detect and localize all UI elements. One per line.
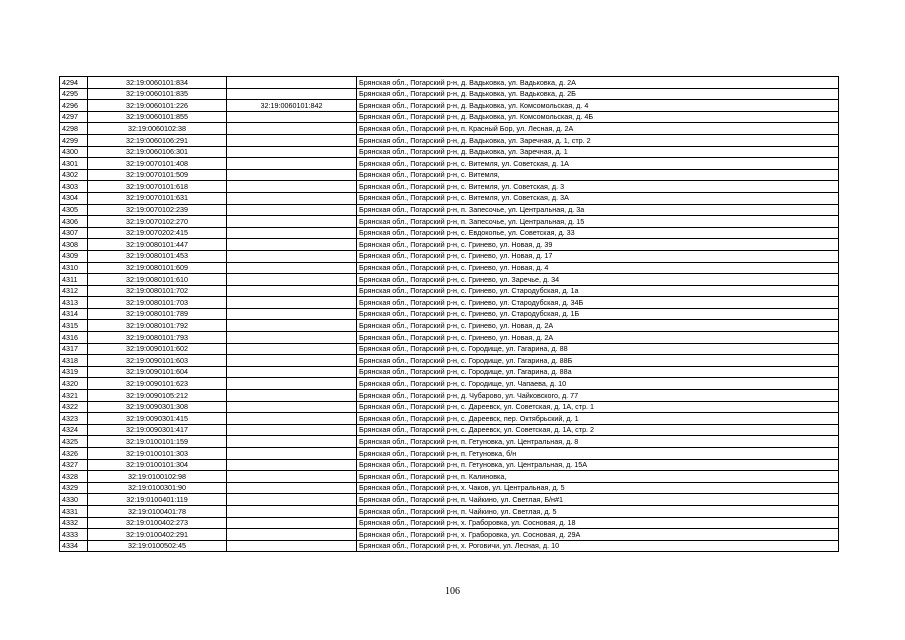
row-number-cell: 4298 [60, 123, 88, 135]
related-cadastral-number-cell [227, 448, 357, 460]
cadastral-number-cell: 32:19:0100101:303 [88, 448, 227, 460]
row-number-cell: 4313 [60, 297, 88, 309]
related-cadastral-number-cell [227, 192, 357, 204]
row-number-cell: 4329 [60, 482, 88, 494]
table-row [60, 123, 839, 135]
related-cadastral-number-cell [227, 77, 357, 89]
cadastral-number-cell: 32:19:0090301:415 [88, 413, 227, 425]
table-row [60, 100, 839, 112]
cadastral-number-cell: 32:19:0080101:447 [88, 239, 227, 251]
address-cell: Брянская обл., Погарский р-н, д. Вадьковка, ул. Вадьковка, д. 2А [357, 77, 839, 89]
row-number-cell: 4296 [60, 100, 88, 112]
table-row [60, 390, 839, 402]
address-cell: Брянская обл., Погарский р-н, д. Вадьковка, ул. Комсомольская, д. 4Б [357, 111, 839, 123]
cadastral-number-cell: 32:19:0090101:604 [88, 366, 227, 378]
cadastral-number-cell: 32:19:0090105:212 [88, 390, 227, 402]
table-row [60, 77, 839, 89]
address-cell: Брянская обл., Погарский р-н, п. Запесочье, ул. Центральная, д. 3а [357, 204, 839, 216]
cadastral-number-cell: 32:19:0060102:38 [88, 123, 227, 135]
cadastral-number-cell: 32:19:0080101:793 [88, 332, 227, 344]
row-number-cell: 4312 [60, 285, 88, 297]
table-row [60, 169, 839, 181]
related-cadastral-number-cell [227, 227, 357, 239]
address-cell: Брянская обл., Погарский р-н, с. Витемля, ул. Советская, д. 1А [357, 158, 839, 170]
cadastral-number-cell: 32:19:0090101:603 [88, 355, 227, 367]
cadastral-number-cell: 32:19:0070101:509 [88, 169, 227, 181]
cadastral-number-cell: 32:19:0060101:226 [88, 100, 227, 112]
cadastral-number-cell: 32:19:0100402:273 [88, 517, 227, 529]
row-number-cell: 4295 [60, 88, 88, 100]
row-number-cell: 4300 [60, 146, 88, 158]
address-cell: Брянская обл., Погарский р-н, с. Гринево, ул. Стародубская, д. 34Б [357, 297, 839, 309]
address-cell: Брянская обл., Погарский р-н, с. Дареевск, ул. Советская, д. 1А, стр. 2 [357, 424, 839, 436]
row-number-cell: 4303 [60, 181, 88, 193]
cadastral-number-cell: 32:19:0070202:415 [88, 227, 227, 239]
table-row [60, 146, 839, 158]
address-cell: Брянская обл., Погарский р-н, с. Гринево, ул. Новая, д. 2А [357, 320, 839, 332]
address-cell: Брянская обл., Погарский р-н, с. Гринево, ул. Новая, д. 4 [357, 262, 839, 274]
address-cell: Брянская обл., Погарский р-н, с. Евдокопье, ул. Советская, д. 33 [357, 227, 839, 239]
address-cell: Брянская обл., Погарский р-н, с. Городище, ул. Гагарина, д. 88а [357, 366, 839, 378]
address-cell: Брянская обл., Погарский р-н, с. Городище, ул. Гагарина, д. 88 [357, 343, 839, 355]
row-number-cell: 4314 [60, 308, 88, 320]
cadastral-number-cell: 32:19:0100101:304 [88, 459, 227, 471]
table-row [60, 134, 839, 146]
address-cell: Брянская обл., Погарский р-н, с. Витемля, ул. Советская, д. 3А [357, 192, 839, 204]
table-row [60, 297, 839, 309]
address-cell: Брянская обл., Погарский р-н, п. Гетуновка, ул. Центральная, д. 8 [357, 436, 839, 448]
table-row [60, 505, 839, 517]
row-number-cell: 4330 [60, 494, 88, 506]
table-row [60, 239, 839, 251]
related-cadastral-number-cell [227, 413, 357, 425]
address-cell: Брянская обл., Погарский р-н, п. Гетуновка, ул. Центральная, д. 15А [357, 459, 839, 471]
related-cadastral-number-cell [227, 274, 357, 286]
address-cell: Брянская обл., Погарский р-н, п. Калиновка, [357, 471, 839, 483]
cadastral-number-cell: 32:19:0080101:792 [88, 320, 227, 332]
table-row [60, 343, 839, 355]
row-number-cell: 4316 [60, 332, 88, 344]
cadastral-number-cell: 32:19:0100402:291 [88, 529, 227, 541]
registry-table [59, 76, 839, 552]
table-row [60, 308, 839, 320]
row-number-cell: 4317 [60, 343, 88, 355]
row-number-cell: 4318 [60, 355, 88, 367]
table-row [60, 320, 839, 332]
table-row [60, 540, 839, 552]
cadastral-number-cell: 32:19:0070102:270 [88, 216, 227, 228]
row-number-cell: 4327 [60, 459, 88, 471]
related-cadastral-number-cell [227, 343, 357, 355]
table-row [60, 494, 839, 506]
cadastral-number-cell: 32:19:0070101:408 [88, 158, 227, 170]
table-row [60, 424, 839, 436]
table-row [60, 413, 839, 425]
related-cadastral-number-cell [227, 239, 357, 251]
row-number-cell: 4306 [60, 216, 88, 228]
row-number-cell: 4315 [60, 320, 88, 332]
cadastral-number-cell: 32:19:0080101:609 [88, 262, 227, 274]
address-cell: Брянская обл., Погарский р-н, х. Чаков, ул. Центральная, д. 5 [357, 482, 839, 494]
related-cadastral-number-cell [227, 134, 357, 146]
row-number-cell: 4297 [60, 111, 88, 123]
row-number-cell: 4311 [60, 274, 88, 286]
row-number-cell: 4323 [60, 413, 88, 425]
cadastral-number-cell: 32:19:0100401:119 [88, 494, 227, 506]
table-row [60, 482, 839, 494]
address-cell: Брянская обл., Погарский р-н, д. Вадьковка, ул. Заречная, д. 1, стр. 2 [357, 134, 839, 146]
related-cadastral-number-cell [227, 158, 357, 170]
cadastral-number-cell: 32:19:0090101:623 [88, 378, 227, 390]
address-cell: Брянская обл., Погарский р-н, х. Роговичи, ул. Лесная, д. 10 [357, 540, 839, 552]
registry-table-body [60, 77, 839, 552]
related-cadastral-number-cell [227, 320, 357, 332]
address-cell: Брянская обл., Погарский р-н, п. Гетуновка, б/н [357, 448, 839, 460]
row-number-cell: 4307 [60, 227, 88, 239]
related-cadastral-number-cell [227, 390, 357, 402]
cadastral-number-cell: 32:19:0080101:453 [88, 250, 227, 262]
cadastral-number-cell: 32:19:0060106:291 [88, 134, 227, 146]
related-cadastral-number-cell [227, 216, 357, 228]
address-cell: Брянская обл., Погарский р-н, с. Гринево, ул. Стародубская, д. 1а [357, 285, 839, 297]
table-row [60, 355, 839, 367]
table-row [60, 517, 839, 529]
cadastral-number-cell: 32:19:0060106:301 [88, 146, 227, 158]
cadastral-number-cell: 32:19:0080101:610 [88, 274, 227, 286]
related-cadastral-number-cell [227, 436, 357, 448]
row-number-cell: 4302 [60, 169, 88, 181]
address-cell: Брянская обл., Погарский р-н, п. Запесочье, ул. Центральная, д. 15 [357, 216, 839, 228]
cadastral-number-cell: 32:19:0070101:631 [88, 192, 227, 204]
address-cell: Брянская обл., Погарский р-н, х. Граборовка, ул. Сосновая, д. 29А [357, 529, 839, 541]
row-number-cell: 4320 [60, 378, 88, 390]
related-cadastral-number-cell [227, 355, 357, 367]
address-cell: Брянская обл., Погарский р-н, д. Вадьковка, ул. Вадьковка, д. 2Б [357, 88, 839, 100]
related-cadastral-number-cell [227, 297, 357, 309]
related-cadastral-number-cell [227, 308, 357, 320]
address-cell: Брянская обл., Погарский р-н, с. Дареевск, пер. Октябрьский, д. 1 [357, 413, 839, 425]
table-row [60, 250, 839, 262]
table-row [60, 227, 839, 239]
related-cadastral-number-cell [227, 529, 357, 541]
row-number-cell: 4310 [60, 262, 88, 274]
table-row [60, 332, 839, 344]
related-cadastral-number-cell [227, 332, 357, 344]
table-row [60, 88, 839, 100]
address-cell: Брянская обл., Погарский р-н, х. Граборовка, ул. Сосновая, д. 18 [357, 517, 839, 529]
address-cell: Брянская обл., Погарский р-н, д. Чубарово, ул. Чайковского, д. 77 [357, 390, 839, 402]
table-row [60, 181, 839, 193]
row-number-cell: 4324 [60, 424, 88, 436]
row-number-cell: 4331 [60, 505, 88, 517]
address-cell: Брянская обл., Погарский р-н, с. Дареевск, ул. Советская, д. 1А, стр. 1 [357, 401, 839, 413]
table-row [60, 529, 839, 541]
related-cadastral-number-cell [227, 146, 357, 158]
address-cell: Брянская обл., Погарский р-н, д. Вадьковка, ул. Комсомольская, д. 4 [357, 100, 839, 112]
row-number-cell: 4332 [60, 517, 88, 529]
address-cell: Брянская обл., Погарский р-н, с. Гринево, ул. Заречье, д. 34 [357, 274, 839, 286]
related-cadastral-number-cell [227, 285, 357, 297]
related-cadastral-number-cell [227, 250, 357, 262]
table-row [60, 448, 839, 460]
table-row [60, 436, 839, 448]
table-row [60, 285, 839, 297]
related-cadastral-number-cell [227, 123, 357, 135]
table-row [60, 204, 839, 216]
address-cell: Брянская обл., Погарский р-н, с. Городище, ул. Чапаева, д. 10 [357, 378, 839, 390]
cadastral-number-cell: 32:19:0060101:835 [88, 88, 227, 100]
related-cadastral-number-cell [227, 540, 357, 552]
page-number: 106 [445, 586, 460, 597]
address-cell: Брянская обл., Погарский р-н, с. Гринево, ул. Новая, д. 17 [357, 250, 839, 262]
row-number-cell: 4328 [60, 471, 88, 483]
related-cadastral-number-cell [227, 424, 357, 436]
cadastral-number-cell: 32:19:0070101:618 [88, 181, 227, 193]
row-number-cell: 4334 [60, 540, 88, 552]
address-cell: Брянская обл., Погарский р-н, п. Чайкино, ул. Светлая, Б/н#1 [357, 494, 839, 506]
address-cell: Брянская обл., Погарский р-н, п. Красный Бор, ул. Лесная, д. 2А [357, 123, 839, 135]
related-cadastral-number-cell [227, 459, 357, 471]
cadastral-number-cell: 32:19:0100502:45 [88, 540, 227, 552]
table-row [60, 158, 839, 170]
table-row [60, 216, 839, 228]
address-cell: Брянская обл., Погарский р-н, д. Вадьковка, ул. Заречная, д. 1 [357, 146, 839, 158]
address-cell: Брянская обл., Погарский р-н, с. Гринево, ул. Новая, д. 2А [357, 332, 839, 344]
row-number-cell: 4304 [60, 192, 88, 204]
related-cadastral-number-cell [227, 471, 357, 483]
table-row [60, 111, 839, 123]
cadastral-number-cell: 32:19:0100101:159 [88, 436, 227, 448]
related-cadastral-number-cell [227, 169, 357, 181]
row-number-cell: 4333 [60, 529, 88, 541]
row-number-cell: 4325 [60, 436, 88, 448]
related-cadastral-number-cell: 32:19:0060101:842 [227, 100, 357, 112]
related-cadastral-number-cell [227, 505, 357, 517]
related-cadastral-number-cell [227, 366, 357, 378]
cadastral-number-cell: 32:19:0060101:834 [88, 77, 227, 89]
cadastral-number-cell: 32:19:0080101:703 [88, 297, 227, 309]
row-number-cell: 4319 [60, 366, 88, 378]
table-row [60, 471, 839, 483]
cadastral-number-cell: 32:19:0090101:602 [88, 343, 227, 355]
address-cell: Брянская обл., Погарский р-н, с. Витемля, [357, 169, 839, 181]
related-cadastral-number-cell [227, 88, 357, 100]
related-cadastral-number-cell [227, 378, 357, 390]
row-number-cell: 4299 [60, 134, 88, 146]
related-cadastral-number-cell [227, 401, 357, 413]
related-cadastral-number-cell [227, 181, 357, 193]
cadastral-number-cell: 32:19:0090301:308 [88, 401, 227, 413]
cadastral-number-cell: 32:19:0100401:78 [88, 505, 227, 517]
related-cadastral-number-cell [227, 262, 357, 274]
table-row [60, 192, 839, 204]
table-row [60, 366, 839, 378]
related-cadastral-number-cell [227, 482, 357, 494]
row-number-cell: 4308 [60, 239, 88, 251]
address-cell: Брянская обл., Погарский р-н, п. Чайкино, ул. Светлая, д. 5 [357, 505, 839, 517]
table-row [60, 401, 839, 413]
related-cadastral-number-cell [227, 204, 357, 216]
row-number-cell: 4294 [60, 77, 88, 89]
address-cell: Брянская обл., Погарский р-н, с. Гринево, ул. Стародубская, д. 1Б [357, 308, 839, 320]
address-cell: Брянская обл., Погарский р-н, с. Городище, ул. Гагарина, д. 88Б [357, 355, 839, 367]
cadastral-number-cell: 32:19:0070102:239 [88, 204, 227, 216]
table-row [60, 262, 839, 274]
row-number-cell: 4326 [60, 448, 88, 460]
address-cell: Брянская обл., Погарский р-н, с. Витемля, ул. Советская, д. 3 [357, 181, 839, 193]
cadastral-number-cell: 32:19:0060101:855 [88, 111, 227, 123]
row-number-cell: 4301 [60, 158, 88, 170]
row-number-cell: 4305 [60, 204, 88, 216]
row-number-cell: 4322 [60, 401, 88, 413]
address-cell: Брянская обл., Погарский р-н, с. Гринево, ул. Новая, д. 39 [357, 239, 839, 251]
cadastral-number-cell: 32:19:0090301:417 [88, 424, 227, 436]
row-number-cell: 4321 [60, 390, 88, 402]
table-row [60, 274, 839, 286]
cadastral-number-cell: 32:19:0100301:90 [88, 482, 227, 494]
related-cadastral-number-cell [227, 111, 357, 123]
table-row [60, 459, 839, 471]
table-row [60, 378, 839, 390]
cadastral-number-cell: 32:19:0080101:702 [88, 285, 227, 297]
related-cadastral-number-cell [227, 494, 357, 506]
related-cadastral-number-cell [227, 517, 357, 529]
cadastral-number-cell: 32:19:0100102:98 [88, 471, 227, 483]
cadastral-number-cell: 32:19:0080101:789 [88, 308, 227, 320]
row-number-cell: 4309 [60, 250, 88, 262]
